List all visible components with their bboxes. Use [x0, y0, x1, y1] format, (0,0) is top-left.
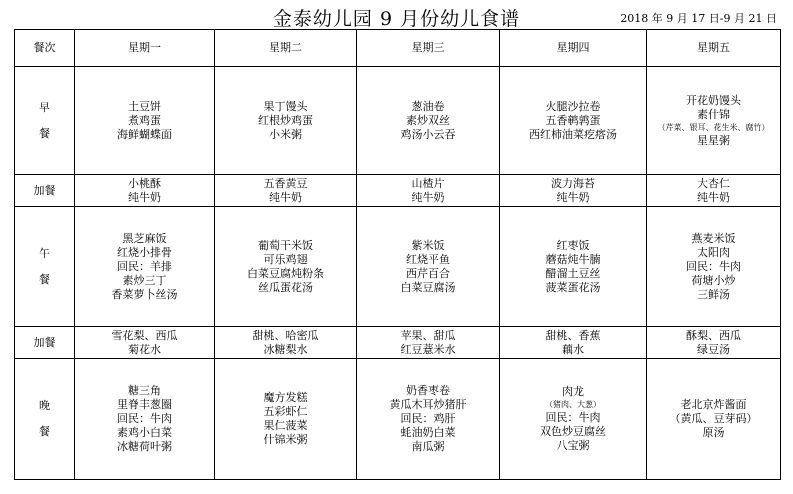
- dish-item: 纯牛奶: [269, 190, 302, 204]
- dish-item: 燕麦米饭: [691, 231, 736, 245]
- dish-item: 小米粥: [269, 127, 302, 141]
- table-row: [15, 207, 781, 327]
- meal-label: [15, 207, 75, 327]
- dish-item: 双色炒豆腐丝: [540, 425, 606, 438]
- dish-item: 黑芝麻饭: [122, 231, 167, 245]
- menu-cell: [357, 327, 500, 359]
- dish-item: 五彩虾仁: [263, 405, 308, 418]
- dish-item: 藕水: [562, 342, 584, 356]
- dish-item: 奶香枣卷: [406, 384, 450, 397]
- dish-item: （猪肉、大葱）: [545, 400, 601, 409]
- dish-item: 红豆薏米水: [400, 342, 456, 356]
- dish-item: 糖三角: [128, 384, 161, 397]
- meal-text: 加餐: [33, 183, 56, 197]
- dish-item: 海鲜蝴蝶面: [117, 127, 172, 141]
- meal-label: [15, 175, 75, 207]
- dish-item: 荷塘小炒: [691, 273, 736, 287]
- date-range: 2018 年 9 月 17 日-9 月 21 日: [620, 12, 777, 25]
- menu-cell: [357, 175, 500, 207]
- menu-cell: [215, 359, 357, 480]
- meal-label: [15, 359, 75, 480]
- dish-item: 煮鸡蛋: [128, 113, 161, 127]
- dish-item: 葱油卷: [411, 99, 445, 113]
- dish-item: 雪花梨、西瓜: [111, 328, 178, 342]
- dish-item: 山楂片: [411, 176, 445, 190]
- dish-item: 可乐鸡翅: [263, 252, 308, 266]
- menu-cell: [647, 327, 781, 359]
- menu-cell: [75, 327, 215, 359]
- dish-item: 甜桃、香蕉: [545, 328, 601, 342]
- menu-cell: [357, 207, 500, 327]
- menu-cell: [647, 175, 781, 207]
- dish-item: 素炒三丁: [122, 273, 167, 287]
- dish-item: 波力海苔: [551, 176, 595, 190]
- menu-cell: [75, 67, 215, 175]
- menu-cell: [357, 67, 500, 175]
- menu-cell: [75, 207, 215, 327]
- dish-item: 白菜豆腐炖粉条: [247, 266, 324, 280]
- dish-item: 纯牛奶: [128, 190, 161, 204]
- dish-item: 回民：牛肉: [117, 412, 172, 425]
- dish-item: 红枣饭: [556, 238, 590, 252]
- menu-cell: [500, 207, 647, 327]
- dish-item: 紫米饭: [411, 238, 445, 252]
- dish-item: 太阳肉: [697, 245, 730, 259]
- dish-item: 回民：鸡肝: [400, 412, 456, 425]
- meal-text: 晚 餐: [39, 399, 50, 438]
- dish-item: 醋溜土豆丝: [545, 266, 601, 280]
- menu-cell: [215, 327, 357, 359]
- menu-cell: [647, 359, 781, 480]
- dish-item: 纯牛奶: [411, 190, 445, 204]
- dish-item: 五香黄豆: [263, 176, 308, 190]
- dish-item: 魔方发糕: [263, 391, 308, 404]
- dish-item: 纯牛奶: [697, 190, 730, 204]
- dish-item: 绿豆汤: [697, 342, 730, 356]
- corner-header: 餐次: [15, 30, 75, 67]
- dish-item: 西红柿油菜疙瘩汤: [529, 127, 617, 141]
- meal-label: [15, 67, 75, 175]
- dish-item: 纯牛奶: [556, 190, 590, 204]
- dish-item: 白菜豆腐汤: [400, 280, 456, 294]
- table-row: [15, 67, 781, 175]
- dish-item: 原汤: [702, 426, 725, 439]
- menu-cell: [647, 207, 781, 327]
- header-row: [15, 30, 781, 67]
- dish-item: 素什锦: [697, 107, 730, 121]
- menu-cell: [215, 67, 357, 175]
- dish-item: 回民：牛肉: [545, 411, 601, 424]
- dish-item: 星星粥: [697, 133, 730, 147]
- menu-cell: [75, 175, 215, 207]
- menu-cell: [215, 175, 357, 207]
- meal-text: 早 餐: [39, 100, 50, 140]
- dish-item: 大杏仁: [697, 176, 730, 190]
- day-header: 星期二: [215, 30, 357, 67]
- dish-item: 冰糖荷叶粥: [117, 440, 172, 453]
- menu-cell: [500, 67, 647, 175]
- meal-label: [15, 327, 75, 359]
- dish-item: 菊花水: [128, 342, 161, 356]
- day-header: 星期五: [647, 30, 781, 67]
- dish-item: 果仁菠菜: [263, 419, 308, 432]
- dish-item: 菠菜蛋花汤: [545, 280, 601, 294]
- table-row: [15, 359, 781, 480]
- menu-cell: [357, 359, 500, 480]
- page-title: 金泰幼儿园 9 月份幼儿食谱: [272, 8, 521, 30]
- dish-item: 回民：羊排: [117, 259, 172, 273]
- dish-item: （黄瓜、豆芽码）: [669, 412, 758, 425]
- dish-item: 南瓜粥: [411, 440, 445, 453]
- menu-cell: [215, 207, 357, 327]
- dish-item: 小桃酥: [128, 176, 161, 190]
- dish-item: 三鲜汤: [697, 287, 730, 301]
- dish-item: 五香鹌鹑蛋: [545, 113, 601, 127]
- dish-item: 香菜萝卜丝汤: [111, 287, 178, 301]
- dish-item: 蚝油奶白菜: [400, 426, 456, 439]
- dish-item: 八宝粥: [556, 439, 590, 452]
- dish-item: 老北京炸酱面: [680, 398, 747, 411]
- menu-cell: [75, 359, 215, 480]
- dish-item: 甜桃、哈密瓜: [252, 328, 319, 342]
- dish-item: 苹果、甜瓜: [400, 328, 456, 342]
- dish-item: 肉龙: [562, 385, 584, 398]
- dish-item: 黄瓜木耳炒猪肝: [389, 398, 467, 411]
- dish-item: （芹菜、银耳、花生米、腐竹）: [657, 122, 770, 132]
- dish-item: 蘑菇炖牛腩: [545, 252, 601, 266]
- dish-item: 果丁馒头: [263, 99, 308, 113]
- dish-item: 西芹百合: [406, 266, 450, 280]
- dish-item: 素炒双丝: [406, 113, 450, 127]
- dish-item: 回民：牛肉: [686, 259, 741, 273]
- menu-cell: [500, 175, 647, 207]
- dish-item: 什锦米粥: [263, 433, 308, 446]
- dish-item: 丝瓜蛋花汤: [258, 280, 313, 294]
- dish-item: 酥梨、西瓜: [686, 328, 741, 342]
- table-row: [15, 175, 781, 207]
- dish-item: 里脊丰葱圈: [117, 398, 172, 411]
- table-row: [15, 327, 781, 359]
- day-header: 星期一: [75, 30, 215, 67]
- dish-item: 火腿沙拉卷: [545, 99, 601, 113]
- dish-item: 开花奶馒头: [686, 93, 741, 107]
- menu-cell: [500, 327, 647, 359]
- dish-item: 素鸡小白菜: [117, 426, 172, 439]
- menu-cell: [647, 67, 781, 175]
- menu-table: [14, 29, 781, 480]
- dish-item: 红根炒鸡蛋: [258, 113, 313, 127]
- dish-item: 鸡汤小云吞: [400, 127, 456, 141]
- meal-text: 午 餐: [39, 246, 50, 286]
- day-header: 星期三: [357, 30, 500, 67]
- menu-cell: [500, 359, 647, 480]
- dish-item: 葡萄干米饭: [258, 238, 313, 252]
- day-header: 星期四: [500, 30, 647, 67]
- meal-text: 加餐: [33, 335, 56, 349]
- dish-item: 红烧平鱼: [406, 252, 450, 266]
- dish-item: 土豆饼: [128, 99, 161, 113]
- dish-item: 冰糖梨水: [263, 342, 308, 356]
- dish-item: 红烧小排骨: [117, 245, 172, 259]
